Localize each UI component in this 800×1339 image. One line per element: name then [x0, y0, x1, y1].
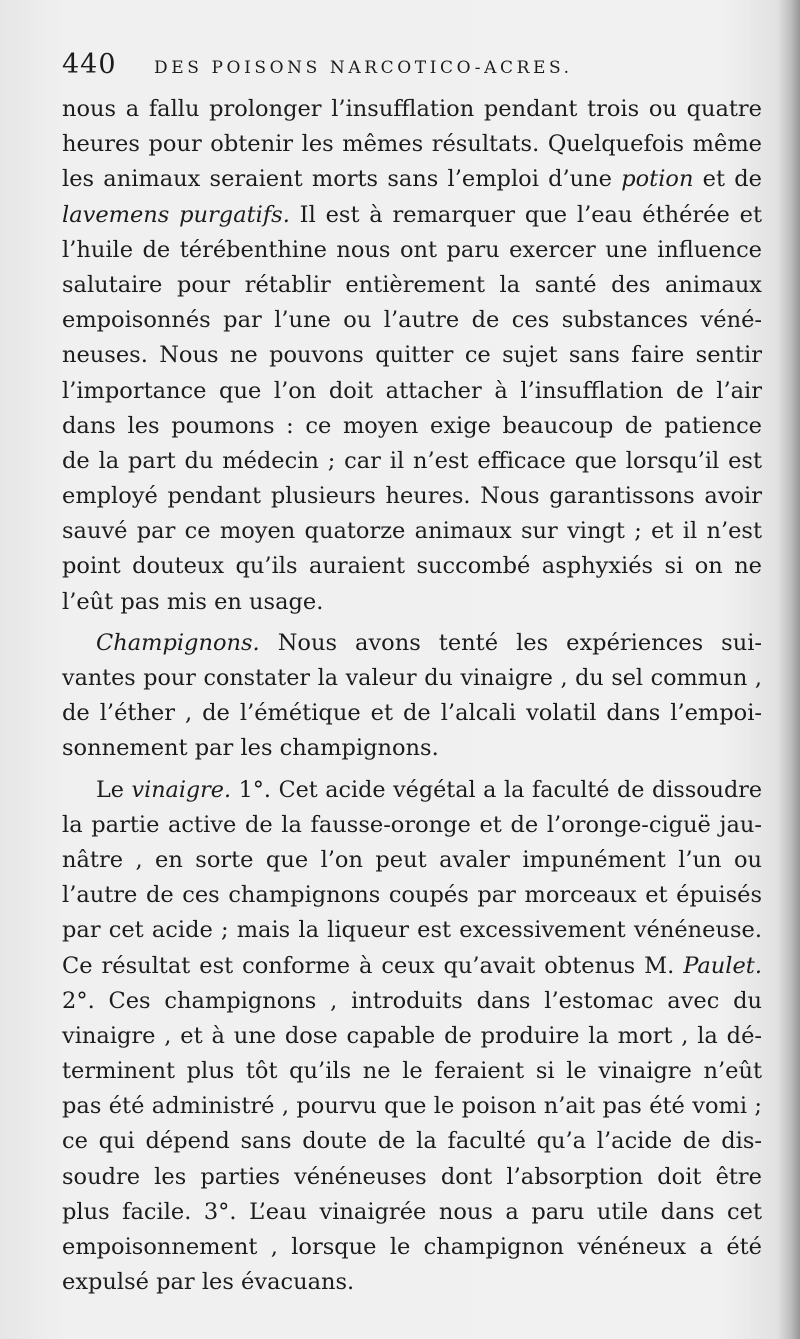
line-segment: dans les poumons : ce moyen exige beaucoup de patience [62, 412, 762, 439]
line-segment-italic: lavemens purgatifs. [62, 201, 290, 228]
line-segment: nâtre , en sorte que l’on peut avaler impunément l’un ou [62, 846, 762, 873]
paragraph-first-line [62, 773, 762, 808]
line-segment: et de [693, 166, 762, 193]
paragraph-last-line [62, 1265, 762, 1300]
line-segment: l’huile de térébenthine nous ont paru exercer une influence [62, 236, 762, 263]
body-text [62, 92, 762, 1300]
line-segment: de l’éther , de l’émétique et de l’alcali volatil dans l’empoi- [62, 700, 762, 727]
line-segment: ce qui dépend sans doute de la faculté qu’a l’acide de dis- [62, 1128, 762, 1155]
line-segment: nous a fallu prolonger l’insufflation pendant trois ou quatre [62, 96, 762, 122]
text-line [62, 409, 762, 444]
line-segment: l’importance que l’on doit attacher à l’insufflation de l’air [62, 377, 762, 404]
line-segment-italic: potion [621, 166, 694, 193]
line-segment: Le [96, 776, 132, 803]
line-segment: point douteux qu’ils auraient succombé asphyxiés si on ne [62, 553, 762, 580]
line-segment: salutaire pour rétablir entièrement la santé des animaux [62, 271, 762, 298]
line-segment: 2°. Ces champignons , introduits dans l’estomac avec du [62, 987, 762, 1014]
text-line [62, 303, 762, 338]
paragraph-first-line [62, 626, 762, 661]
text-line [62, 549, 762, 584]
text-line [62, 913, 762, 948]
text-line [62, 1054, 762, 1089]
paragraph-last-line [62, 731, 762, 766]
line-segment: Il est à remarquer que l’eau éthérée et [289, 201, 762, 228]
running-title: DES POISONS NARCOTICO-ACRES. [154, 58, 573, 78]
text-line [62, 661, 762, 696]
text-line [62, 808, 762, 843]
text-line [62, 444, 762, 479]
line-segment: vantes pour constater la valeur du vinaigre , du sel commun , [62, 665, 762, 691]
line-segment: l’autre de ces champignons coupés par morceaux et épuisés [62, 882, 762, 909]
line-segment: heures pour obtenir les mêmes résultats. Quelquefois même [62, 131, 762, 158]
line-segment: empoisonnés par l’une ou l’autre de ces substances véné- [62, 307, 762, 334]
line-segment: Ce résultat est conforme à ceux qu’avait obtenus M. [62, 952, 684, 979]
line-segment-italic: vinaigre. [131, 776, 232, 803]
text-line [62, 1230, 762, 1265]
line-segment: empoisonnement , lorsque le champignon vénéneux a été [62, 1234, 762, 1260]
text-line [62, 1089, 762, 1124]
line-segment: sauvé par ce moyen quatorze animaux sur vingt ; et il n’est [62, 518, 762, 545]
text-line [62, 1195, 762, 1230]
line-segment: employé pendant plusieurs heures. Nous garantissons avoir [62, 483, 762, 510]
text-line [62, 127, 762, 162]
text-line [62, 1124, 762, 1159]
line-segment-italic: Champignons. [96, 629, 260, 656]
line-segment: sonnement par les champignons. [62, 735, 439, 762]
text-line [62, 949, 762, 984]
line-segment: pas été administré , pourvu que le poison n’ait pas été vomi ; [62, 1093, 762, 1120]
line-segment: expulsé par les évacuans. [62, 1269, 355, 1296]
line-segment: 1°. Cet acide végétal a la faculté de dissoudre [231, 776, 763, 803]
line-segment: plus facile. 3°. L’eau vinaigrée nous a paru utile dans cet [62, 1198, 762, 1225]
line-segment: vinaigre , et à une dose capable de produire la mort , la dé- [62, 1022, 762, 1049]
text-line [62, 338, 762, 373]
line-segment: par cet acide ; mais la liqueur est excessivement vénéneuse. [62, 917, 762, 944]
page-gutter-shadow [778, 0, 800, 1339]
line-segment: soudre les parties vénéneuses dont l’absorption doit être [62, 1163, 762, 1190]
text-line [62, 514, 762, 549]
page-number: 440 [62, 49, 117, 80]
line-segment: terminent plus tôt qu’ils ne le feraient si le vinaigre n’eût [62, 1058, 762, 1085]
paragraph-last-line [62, 585, 762, 620]
text-line [62, 92, 762, 127]
text-line [62, 1019, 762, 1054]
text-line [62, 374, 762, 409]
text-line [62, 984, 762, 1019]
line-segment: les animaux seraient morts sans l’emploi d’une [62, 166, 622, 193]
line-segment: Nous avons tenté les expériences sui- [259, 629, 762, 656]
text-line [62, 696, 762, 731]
line-segment: la partie active de la fausse-oronge et de l’oronge-ciguë jau- [62, 811, 762, 838]
running-head [62, 38, 762, 92]
text-line [62, 233, 762, 268]
line-segment: l’eût pas mis en usage. [62, 588, 324, 615]
text-line [62, 268, 762, 303]
text-line [62, 878, 762, 913]
text-line [62, 1160, 762, 1195]
text-line [62, 162, 762, 197]
text-line [62, 198, 762, 233]
line-segment-italic: Paulet. [683, 952, 762, 979]
text-line [62, 479, 762, 514]
line-segment: neuses. Nous ne pouvons quitter ce sujet sans faire sentir [62, 342, 762, 369]
text-line [62, 843, 762, 878]
line-segment: de la part du médecin ; car il n’est efficace que lorsqu’il est [62, 447, 762, 474]
